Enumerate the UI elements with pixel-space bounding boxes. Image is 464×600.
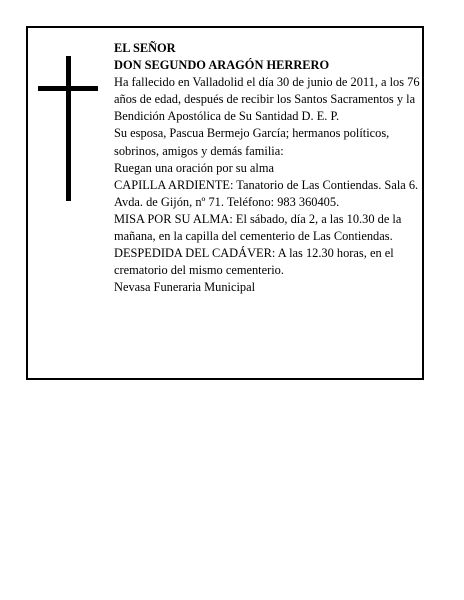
wake-location: CAPILLA ARDIENTE: Tanatorio de Las Contiendas. Sala 6. Avda. de Gijón, nº 71. Teléfono: 983 360405. (114, 177, 419, 209)
notice-heading-title: EL SEÑOR (114, 41, 176, 55)
family-mourners: Su esposa, Pascua Bermejo García; hermanos políticos, sobrinos, amigos y demás familia: (114, 126, 390, 158)
death-announcement: Ha fallecido en Valladolid el día 30 de junio de 2011, a los 76 años de edad, después de recibir los Santos Sacramentos y la Bendición Apostólica de Su Santidad D. E. P. (114, 75, 420, 124)
cross-vertical-bar (66, 56, 71, 201)
farewell-details: DESPEDIDA DEL CADÁVER: A las 12.30 horas, en el crematorio del mismo cementerio. (114, 246, 394, 278)
cross-icon (38, 56, 98, 201)
cross-horizontal-bar (38, 86, 98, 91)
notice-text (114, 40, 420, 296)
prayer-request: Ruegan una oración por su alma (114, 160, 274, 175)
funeral-home-name: Nevasa Funeraria Municipal (114, 280, 256, 295)
obituary-notice (26, 26, 424, 380)
deceased-name: DON SEGUNDO ARAGÓN HERRERO (114, 58, 330, 73)
mass-details: MISA POR SU ALMA: El sábado, día 2, a las 10.30 de la mañana, en la capilla del cementerio de Las Contiendas. (114, 211, 402, 244)
